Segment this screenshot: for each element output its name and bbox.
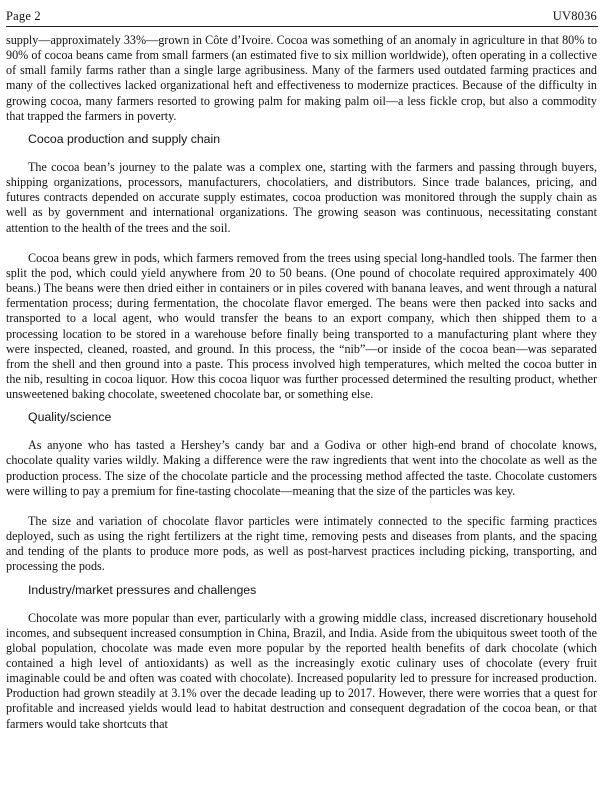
paragraph-quality: As anyone who has tasted a Hershey’s candy bar and a Godiva or other high-end brand of chocolate knows, chocolate quality varies wildly. Making a difference were the raw ingredients that went into the chocolate as well as the production process. The size of the chocolate particle and the processing method affected the taste. Chocolate customers were willing to pay a premium for fine-tasting chocolate—meaning that the size of the particles was key. bbox=[6, 438, 597, 498]
page-header bbox=[3, 0, 601, 24]
paragraph-supply: supply—approximately 33%—grown in Côte d’Ivoire. Cocoa was something of an anomaly in agriculture in that 80% to 90% of cocoa beans came from small farmers (an estimated five to six million worldwide), often operating in a collective of small family farms rather than a single large agribusiness. Many of the farmers used outdated farming practices and many of the collectives lacked organizational heft and effectiveness to modernize practices. Because of the difficulty in growing cocoa, many farmers resorted to growing palm for making palm oil—a less fickle crop, but also a commodity that trapped the farmers in poverty. bbox=[6, 33, 597, 123]
heading-industry-pressures: Industry/market pressures and challenges bbox=[28, 582, 257, 597]
heading-production-supply-chain: Cocoa production and supply chain bbox=[28, 131, 221, 146]
paragraph-popularity: Chocolate was more popular than ever, particularly with a growing middle class, increased discretionary household incomes, and subsequent increased consumption in China, Brazil, and India. Aside from the ubiquitous sweet tooth of the global population, chocolate was made even more popular by the reported health benefits of dark chocolate (which contained a high level of antioxidants) as well as the increasingly exotic culinary uses of chocolate (every fruit imaginable could be and often was coated with chocolate). Increased popularity led to pressure for increased production. Production had grown steadily at 3.1% over the decade leading up to 2017. However, there were worries that a quest for profitable and increased yields would lead to habitat destruction and consequent degradation of the cocoa bean, or that farmers would take shortcuts that bbox=[6, 610, 597, 731]
page-number: Page 2 bbox=[6, 9, 41, 23]
document-body bbox=[3, 27, 601, 732]
heading-quality-science: Quality/science bbox=[28, 410, 112, 425]
paragraph-particles: The size and variation of chocolate flavor particles were intimately connected to the specific farming practices deployed, such as using the right fertilizers at the right time, removing pests and diseases from plants, and the spacing and tending of the plants to produce more pods, as well as post-harvest practices including picking, transporting, and processing the pods. bbox=[6, 513, 597, 574]
paragraph-pods: Cocoa beans grew in pods, which farmers removed from the trees using special long-handled tools. The farmer then split the pod, which could yield anywhere from 20 to 50 beans. (One pound of chocolate required approximately 400 beans.) The beans were then dried either in containers or in piles covered with banana leaves, and went through a natural fermentation process; during fermentation, the chocolate flavor emerged. The beans were then packed into sacks and transported to a local agent, who would transfer the beans to an export company, which then shipped them to a processing location to be stored in a warehouse before finally being transported to a manufacturing plant where they were inspected, cleaned, roasted, and ground. In this process, the “nib”—or inside of the cocoa bean—was separated from the shell and then ground into a paste. This process involved high temperatures, which melted the cocoa butter in the nib, resulting in cocoa liquor. How this cocoa liquor was further processed determined the resulting product, whether unsweetened baking chocolate, sweetened chocolate bar, or something else. bbox=[6, 250, 597, 402]
case-id: UV8036 bbox=[552, 9, 597, 23]
paragraph-journey: The cocoa bean’s journey to the palate was a complex one, starting with the farmers and passing through buyers, shipping organizations, processors, manufacturers, chocolatiers, and distributors. Since trade balances, pricing, and futures contracts depended on accurate supply estimates, cocoa production was monitored through the supply chain as well as by government and international organizations. The growing season was continuous, necessitating constant attention to the health of the trees and the soil. bbox=[6, 159, 597, 235]
